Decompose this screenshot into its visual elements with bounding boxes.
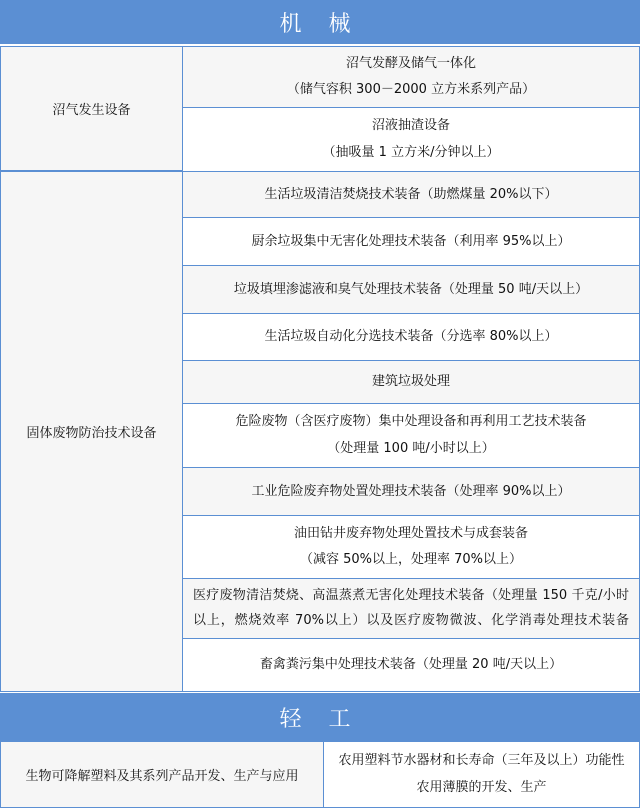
row-text: （减容 50%以上，处理率 70%以上） [299, 552, 523, 568]
group-items [182, 172, 639, 691]
group-label: 沼气发生设备 [52, 103, 131, 118]
table-row [183, 578, 639, 638]
light-industry-row [0, 741, 640, 808]
light-industry-right [323, 742, 639, 807]
row-text: 以上，燃烧效率 70%以上）以及医疗废物微波、化学消毒处理技术装备 [193, 613, 629, 629]
row-text: 生活垃圾自动化分选技术装备（分选率 80%以上） [264, 329, 558, 344]
row-text: 医疗废物清洁焚烧、高温蒸煮无害化处理技术装备（处理量 150 千克/小时 [193, 587, 629, 603]
group-label: 固体废物防治技术设备 [26, 426, 157, 441]
row-text: 沼气发酵及储气一体化 [345, 56, 476, 71]
group-biogas [0, 46, 640, 171]
group-solid-waste [0, 171, 640, 692]
table-row [183, 360, 639, 403]
table-row [183, 172, 639, 217]
section-header-machinery [0, 0, 640, 44]
section-header-light-industry [0, 693, 640, 741]
table-row [183, 47, 639, 107]
row-text: 危险废物（含医疗废物）集中处理设备和再利用工艺技术装备 [235, 414, 587, 429]
row-text: （处理量 100 吨/小时以上） [327, 441, 495, 456]
row-text: 农用塑料节水器材和长寿命（三年及以上）功能性 [338, 752, 625, 768]
table-row [183, 403, 639, 467]
light-industry-left: 生物可降解塑料及其系列产品开发、生产与应用 [1, 742, 323, 807]
row-text: （储气容积 300－2000 立方米系列产品） [286, 82, 536, 97]
table-row [183, 638, 639, 691]
row-text: 畜禽粪污集中处理技术装备（处理量 20 吨/天以上） [259, 657, 563, 672]
row-text: （抽吸量 1 立方米/分钟以上） [322, 145, 500, 160]
table-row [183, 265, 639, 313]
row-text: 沼液抽渣设备 [371, 118, 450, 133]
section-title-light-industry: 轻 工 [279, 706, 361, 732]
row-text: 工业危险废弃物处置处理技术装备（处理率 90%以上） [251, 483, 571, 499]
row-text: 建筑垃圾处理 [371, 374, 450, 389]
table-row [183, 515, 639, 578]
row-text: 厨余垃圾集中无害化处理技术装备（利用率 95%以上） [251, 233, 571, 249]
row-text: 垃圾填埋渗滤液和臭气处理技术装备（处理量 50 吨/天以上） [233, 281, 589, 297]
table-row [183, 313, 639, 360]
row-text: 生活垃圾清洁焚烧技术装备（助燃煤量 20%以下） [264, 186, 558, 202]
row-text: 农用薄膜的开发、生产 [416, 780, 547, 796]
table-row [183, 107, 639, 171]
table-row [183, 217, 639, 265]
group-items [182, 47, 639, 170]
section-title-machinery: 机 械 [279, 11, 361, 37]
row-text: 油田钻井废弃物处理处置技术与成套装备 [293, 525, 528, 541]
table-row [183, 467, 639, 515]
